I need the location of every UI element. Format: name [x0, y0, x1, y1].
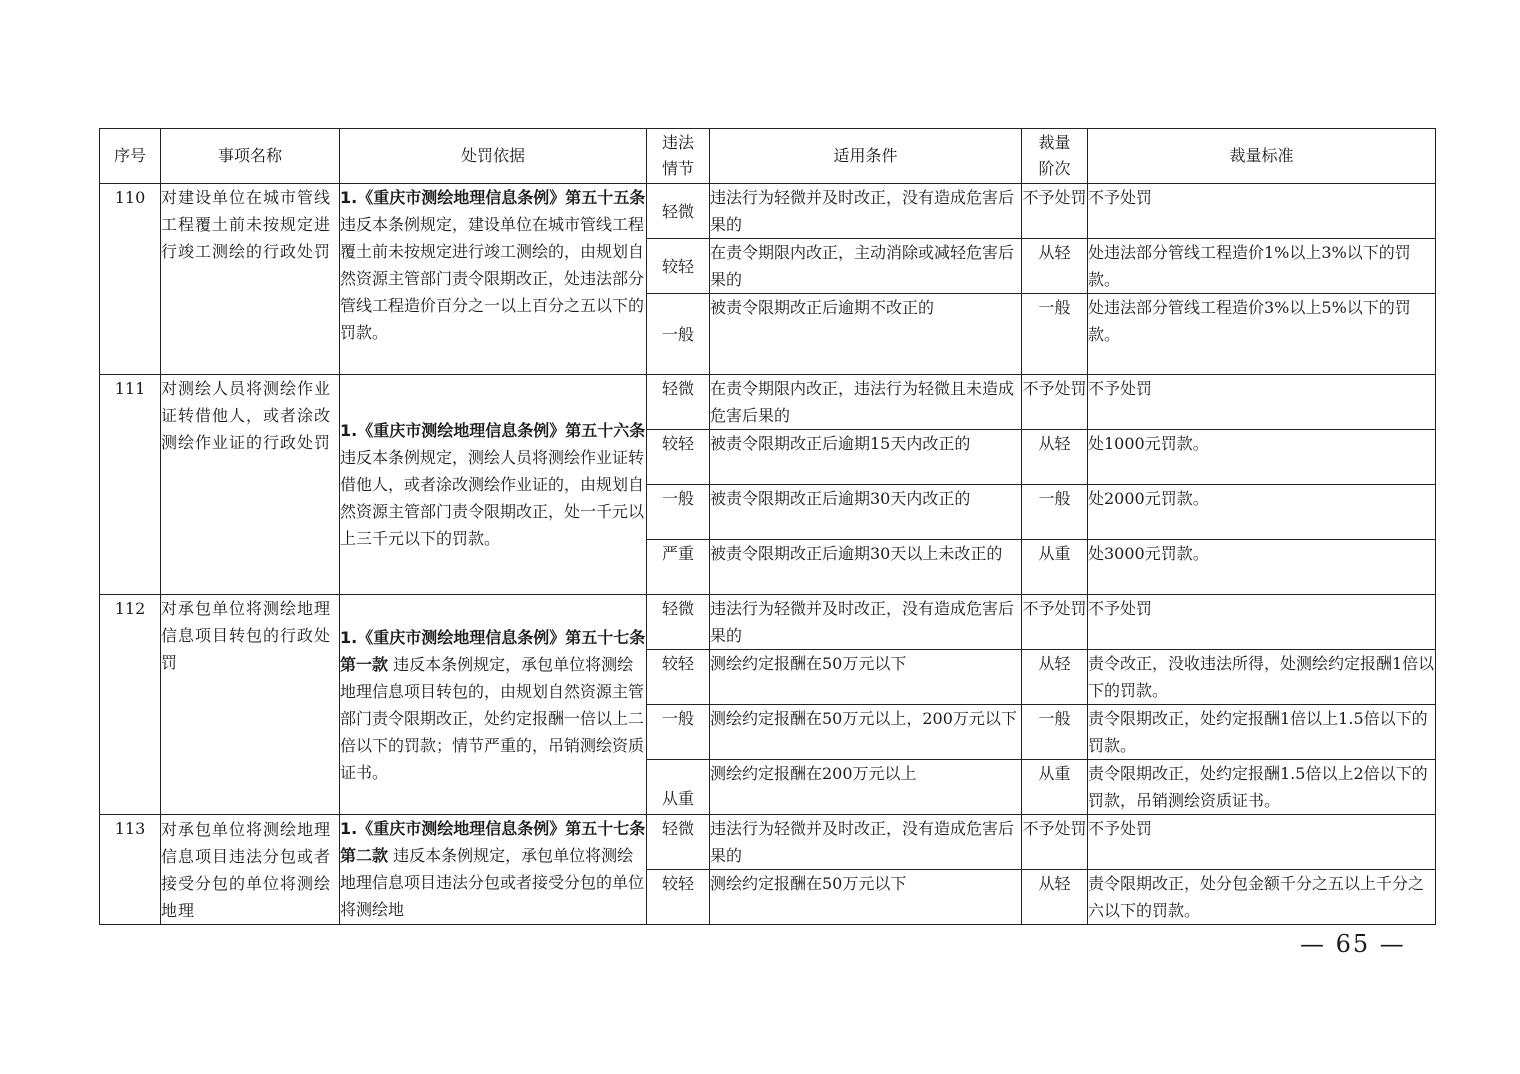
- level: 一般: [1022, 294, 1088, 375]
- circumstance: 轻微: [647, 815, 710, 870]
- table-row: [100, 595, 1436, 650]
- circumstance: 轻微: [647, 375, 710, 430]
- circumstance: 一般: [647, 705, 710, 760]
- condition: 违法行为轻微并及时改正，没有造成危害后果的: [710, 595, 1022, 650]
- table-row: [100, 815, 1436, 870]
- condition: 被责令限期改正后逾期不改正的: [710, 294, 1022, 375]
- basis-text: 违反本条例规定，测绘人员将测绘作业证转借他人，或者涂改测绘作业证的，由规划自然资源主管部门责令限期改正，处一千元以上三千元以下的罚款。: [340, 448, 645, 548]
- basis-article: 1.《重庆市测绘地理信息条例》第五十六条: [340, 421, 646, 440]
- basis-article: 1.《重庆市测绘地理信息条例》第五十七条第一款: [340, 627, 646, 674]
- circumstance: 较轻: [647, 870, 710, 925]
- condition: 测绘约定报酬在50万元以下: [710, 870, 1022, 925]
- circumstance: 一般: [647, 294, 710, 375]
- basis-article: 1.《重庆市测绘地理信息条例》第五十五条: [340, 188, 646, 207]
- header-standard: 裁量标准: [1088, 129, 1436, 184]
- condition: 测绘约定报酬在50万元以上，200万元以下: [710, 705, 1022, 760]
- page-number: — 65 —: [1300, 930, 1406, 958]
- condition: 测绘约定报酬在50万元以下: [710, 650, 1022, 705]
- standard: 不予处罚: [1088, 595, 1436, 650]
- level: 不予处罚: [1022, 375, 1088, 430]
- header-name: 事项名称: [161, 129, 340, 184]
- header-condition: 适用条件: [710, 129, 1022, 184]
- penalty-basis: [340, 184, 647, 375]
- circumstance: 严重: [647, 540, 710, 595]
- penalty-basis: [340, 815, 647, 925]
- condition: 被责令限期改正后逾期30天内改正的: [710, 485, 1022, 540]
- header-level: 裁量阶次: [1022, 129, 1088, 184]
- standard: 处违法部分管线工程造价3%以上5%以下的罚款。: [1088, 294, 1436, 375]
- level: 一般: [1022, 705, 1088, 760]
- row-number: 111: [100, 375, 161, 595]
- standard: 不予处罚: [1088, 815, 1436, 870]
- circumstance: 较轻: [647, 239, 710, 294]
- circumstance: 轻微: [647, 184, 710, 239]
- level: 从轻: [1022, 870, 1088, 925]
- condition: 被责令限期改正后逾期15天内改正的: [710, 430, 1022, 485]
- level: 不予处罚: [1022, 184, 1088, 239]
- row-number: 110: [100, 184, 161, 375]
- row-number: 113: [100, 815, 161, 925]
- condition: 违法行为轻微并及时改正，没有造成危害后果的: [710, 815, 1022, 870]
- standard: 处违法部分管线工程造价1%以上3%以下的罚款。: [1088, 239, 1436, 294]
- circumstance: 一般: [647, 485, 710, 540]
- penalty-discretion-table: [99, 128, 1436, 925]
- condition: 被责令限期改正后逾期30天以上未改正的: [710, 540, 1022, 595]
- standard: 责令限期改正，处约定报酬1倍以上1.5倍以下的罚款。: [1088, 705, 1436, 760]
- header-basis: 处罚依据: [340, 129, 647, 184]
- circumstance: 较轻: [647, 650, 710, 705]
- basis-text: 违反本条例规定，承包单位将测绘地理信息项目违法分包或者接受分包的单位将测绘地: [340, 846, 645, 919]
- level: 不予处罚: [1022, 815, 1088, 870]
- condition: 在责令期限内改正，违法行为轻微且未造成危害后果的: [710, 375, 1022, 430]
- header-circumstance: 违法情节: [647, 129, 710, 184]
- circumstance: 从重: [647, 760, 710, 815]
- standard: 处2000元罚款。: [1088, 485, 1436, 540]
- standard: 责令改正，没收违法所得，处测绘约定报酬1倍以下的罚款。: [1088, 650, 1436, 705]
- level: 从轻: [1022, 239, 1088, 294]
- basis-text: 违反本条例规定，建设单位在城市管线工程覆土前未按规定进行竣工测绘的，由规划自然资源主管部门责令限期改正，处违法部分管线工程造价百分之一以上百分之五以下的罚款。: [340, 215, 645, 342]
- standard: 处1000元罚款。: [1088, 430, 1436, 485]
- basis-text: 违反本条例规定，承包单位将测绘地理信息项目转包的，由规划自然资源主管部门责令限期改正，处约定报酬一倍以上二倍以下的罚款；情节严重的，吊销测绘资质证书。: [340, 654, 645, 782]
- item-name: 对建设单位在城市管线工程覆土前未按规定进行竣工测绘的行政处罚: [161, 184, 340, 375]
- circumstance: 较轻: [647, 430, 710, 485]
- condition: 测绘约定报酬在200万元以上: [710, 760, 1022, 815]
- level: 从轻: [1022, 430, 1088, 485]
- item-name: 对测绘人员将测绘作业证转借他人，或者涂改测绘作业证的行政处罚: [161, 375, 340, 595]
- standard: 责令限期改正，处约定报酬1.5倍以上2倍以下的罚款，吊销测绘资质证书。: [1088, 760, 1436, 815]
- standard: 责令限期改正，处分包金额千分之五以上千分之六以下的罚款。: [1088, 870, 1436, 925]
- condition: 违法行为轻微并及时改正，没有造成危害后果的: [710, 184, 1022, 239]
- penalty-basis: [340, 595, 647, 815]
- table-header: [100, 129, 1436, 184]
- standard: 不予处罚: [1088, 375, 1436, 430]
- level: 从重: [1022, 540, 1088, 595]
- basis-article: 1.《重庆市测绘地理信息条例》第五十七条第二款: [340, 819, 646, 865]
- level: 从重: [1022, 760, 1088, 815]
- standard: 不予处罚: [1088, 184, 1436, 239]
- condition: 在责令期限内改正，主动消除或减轻危害后果的: [710, 239, 1022, 294]
- header-no: 序号: [100, 129, 161, 184]
- penalty-basis: [340, 375, 647, 595]
- level: 不予处罚: [1022, 595, 1088, 650]
- circumstance: 轻微: [647, 595, 710, 650]
- standard: 处3000元罚款。: [1088, 540, 1436, 595]
- table-row: [100, 375, 1436, 430]
- level: 从轻: [1022, 650, 1088, 705]
- row-number: 112: [100, 595, 161, 815]
- level: 一般: [1022, 485, 1088, 540]
- item-name: 对承包单位将测绘地理信息项目转包的行政处罚: [161, 595, 340, 815]
- table-row: [100, 184, 1436, 239]
- item-name: 对承包单位将测绘地理信息项目违法分包或者接受分包的单位将测绘地理: [161, 815, 340, 925]
